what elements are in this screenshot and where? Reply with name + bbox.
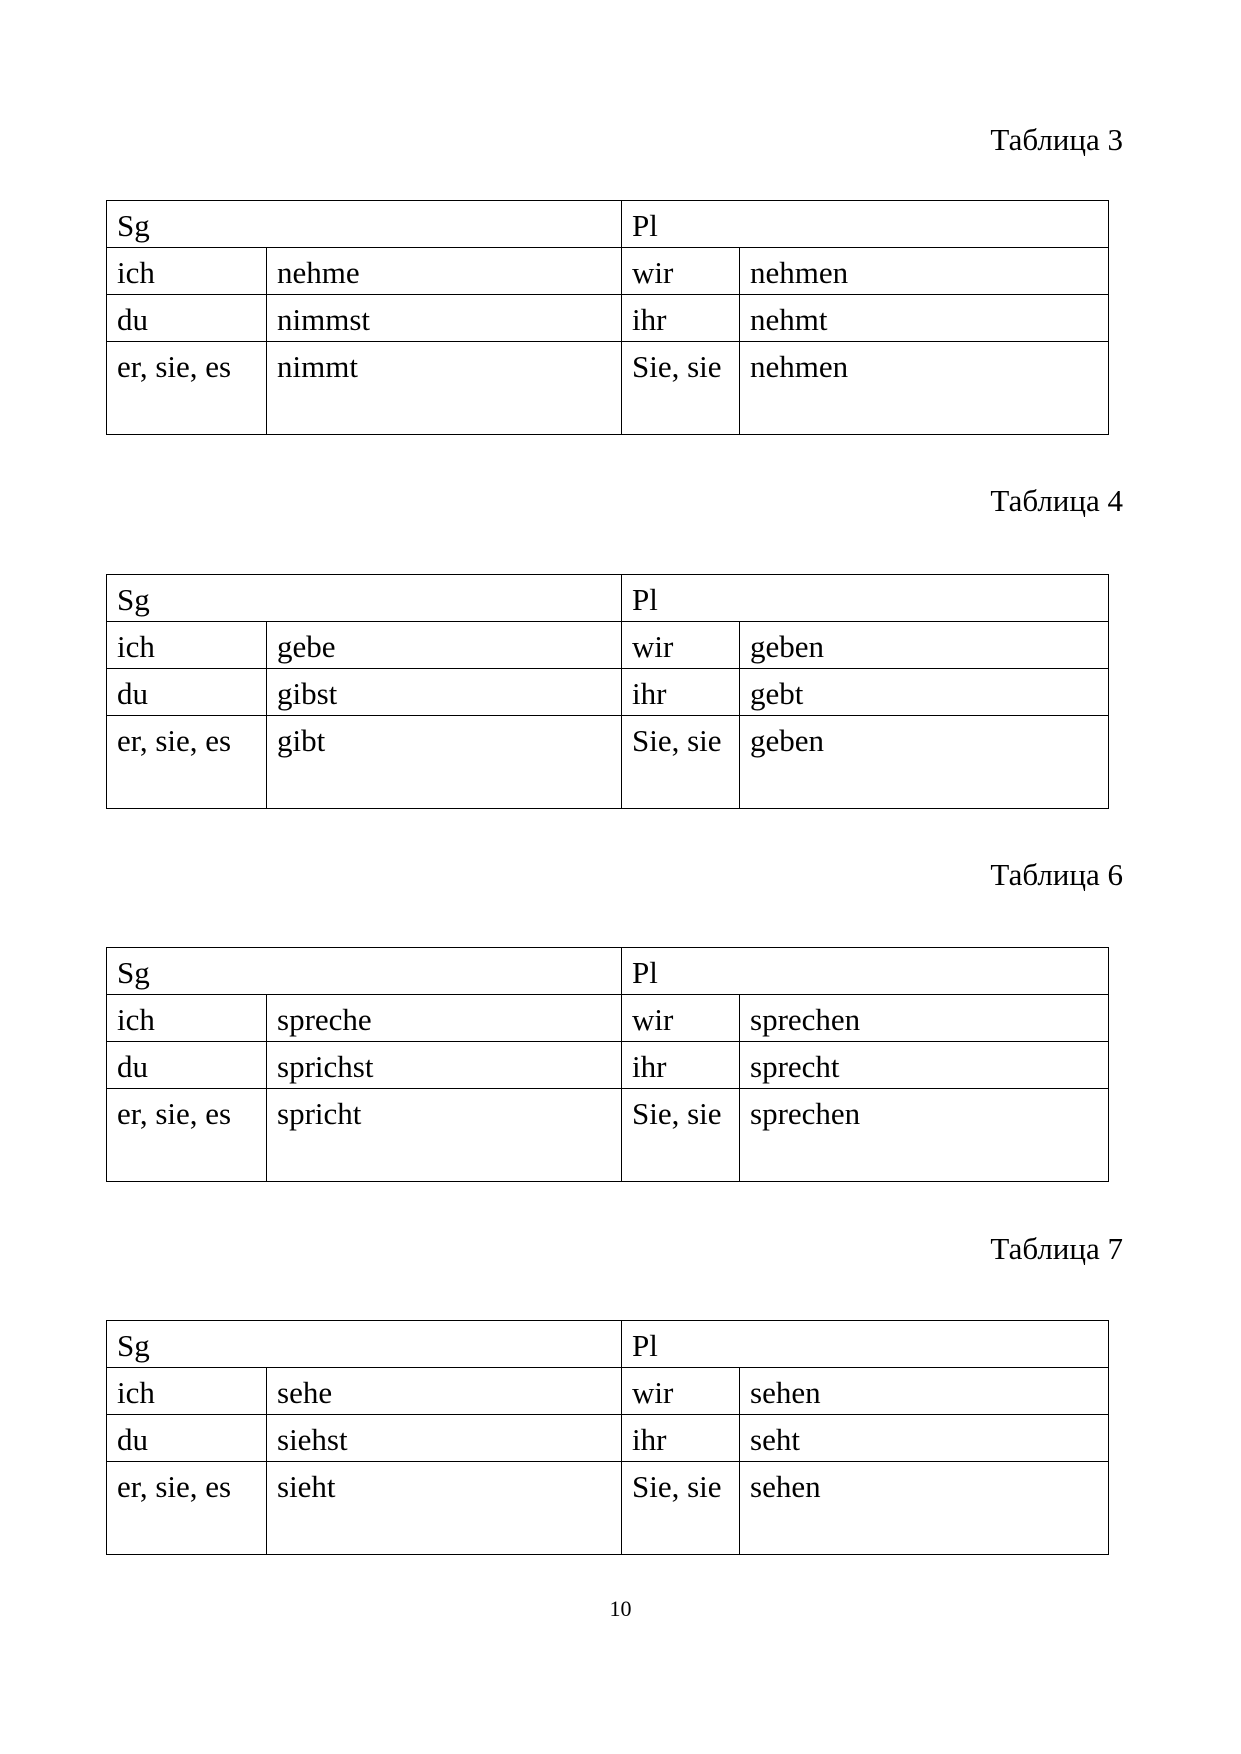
plural-header: Pl bbox=[622, 575, 1109, 622]
plural-form: sprechen bbox=[740, 1089, 1109, 1182]
plural-pronoun: ihr bbox=[622, 295, 740, 342]
plural-pronoun: wir bbox=[622, 622, 740, 669]
plural-form: sprecht bbox=[740, 1042, 1109, 1089]
table-caption: Таблица 7 bbox=[990, 1231, 1123, 1266]
singular-pronoun: ich bbox=[107, 248, 267, 295]
table-row bbox=[107, 1368, 1109, 1415]
singular-form: spricht bbox=[267, 1089, 622, 1182]
conjugation-table bbox=[106, 1320, 1109, 1555]
singular-form: gibst bbox=[267, 669, 622, 716]
singular-form: gebe bbox=[267, 622, 622, 669]
plural-form: sehen bbox=[740, 1368, 1109, 1415]
singular-header: Sg bbox=[107, 201, 622, 248]
conjugation-table bbox=[106, 947, 1109, 1182]
plural-pronoun: wir bbox=[622, 248, 740, 295]
conjugation-table bbox=[106, 574, 1109, 809]
singular-header: Sg bbox=[107, 1321, 622, 1368]
table-caption: Таблица 4 bbox=[990, 483, 1123, 518]
plural-pronoun: ihr bbox=[622, 669, 740, 716]
plural-pronoun: Sie, sie bbox=[622, 342, 740, 435]
plural-form: seht bbox=[740, 1415, 1109, 1462]
table-caption: Таблица 6 bbox=[990, 857, 1123, 892]
singular-form: sehe bbox=[267, 1368, 622, 1415]
table-header-row bbox=[107, 948, 1109, 995]
table-row bbox=[107, 342, 1109, 435]
plural-form: geben bbox=[740, 622, 1109, 669]
singular-form: spreche bbox=[267, 995, 622, 1042]
plural-form: gebt bbox=[740, 669, 1109, 716]
table-row bbox=[107, 622, 1109, 669]
singular-pronoun: ich bbox=[107, 995, 267, 1042]
table-row bbox=[107, 1415, 1109, 1462]
singular-pronoun: du bbox=[107, 1042, 267, 1089]
singular-pronoun: ich bbox=[107, 622, 267, 669]
singular-header: Sg bbox=[107, 948, 622, 995]
plural-form: nehmt bbox=[740, 295, 1109, 342]
singular-header: Sg bbox=[107, 575, 622, 622]
singular-pronoun: ich bbox=[107, 1368, 267, 1415]
plural-header: Pl bbox=[622, 201, 1109, 248]
plural-pronoun: wir bbox=[622, 1368, 740, 1415]
table-row bbox=[107, 669, 1109, 716]
plural-form: nehmen bbox=[740, 248, 1109, 295]
plural-header: Pl bbox=[622, 1321, 1109, 1368]
singular-form: sprichst bbox=[267, 1042, 622, 1089]
singular-pronoun: er, sie, es bbox=[107, 342, 267, 435]
singular-pronoun: du bbox=[107, 1415, 267, 1462]
table-row bbox=[107, 295, 1109, 342]
plural-form: sprechen bbox=[740, 995, 1109, 1042]
table-header-row bbox=[107, 575, 1109, 622]
singular-form: siehst bbox=[267, 1415, 622, 1462]
singular-form: nimmst bbox=[267, 295, 622, 342]
singular-form: sieht bbox=[267, 1462, 622, 1555]
plural-header: Pl bbox=[622, 948, 1109, 995]
plural-form: nehmen bbox=[740, 342, 1109, 435]
plural-pronoun: wir bbox=[622, 995, 740, 1042]
conjugation-table bbox=[106, 200, 1109, 435]
singular-pronoun: er, sie, es bbox=[107, 1462, 267, 1555]
singular-pronoun: er, sie, es bbox=[107, 716, 267, 809]
singular-pronoun: du bbox=[107, 295, 267, 342]
table-header-row bbox=[107, 201, 1109, 248]
singular-form: gibt bbox=[267, 716, 622, 809]
singular-form: nimmt bbox=[267, 342, 622, 435]
plural-pronoun: ihr bbox=[622, 1042, 740, 1089]
table-row bbox=[107, 1042, 1109, 1089]
table-caption: Таблица 3 bbox=[990, 122, 1123, 157]
plural-pronoun: ihr bbox=[622, 1415, 740, 1462]
singular-pronoun: du bbox=[107, 669, 267, 716]
table-header-row bbox=[107, 1321, 1109, 1368]
table-row bbox=[107, 716, 1109, 809]
singular-pronoun: er, sie, es bbox=[107, 1089, 267, 1182]
plural-pronoun: Sie, sie bbox=[622, 1462, 740, 1555]
plural-form: sehen bbox=[740, 1462, 1109, 1555]
table-row bbox=[107, 995, 1109, 1042]
plural-pronoun: Sie, sie bbox=[622, 1089, 740, 1182]
table-row bbox=[107, 1462, 1109, 1555]
page-number: 10 bbox=[609, 1596, 632, 1621]
table-row bbox=[107, 248, 1109, 295]
plural-pronoun: Sie, sie bbox=[622, 716, 740, 809]
table-row bbox=[107, 1089, 1109, 1182]
plural-form: geben bbox=[740, 716, 1109, 809]
singular-form: nehme bbox=[267, 248, 622, 295]
